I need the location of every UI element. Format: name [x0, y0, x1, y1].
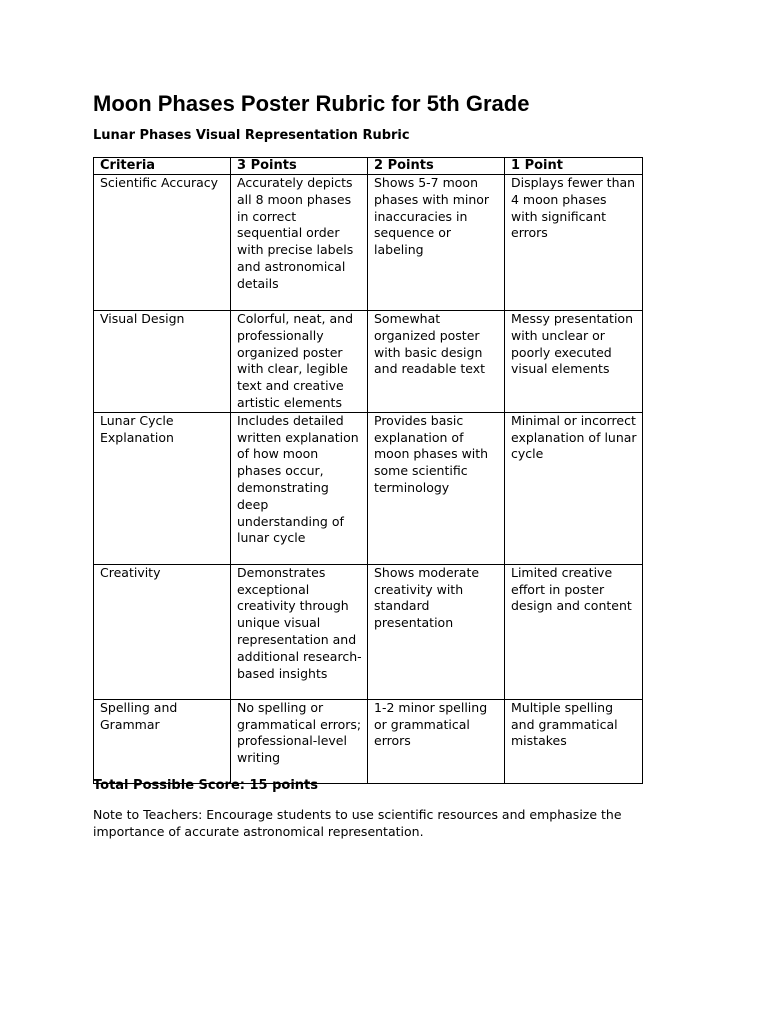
two-points-cell: Shows 5-7 moon phases with minor inaccuracies in sequence or labeling: [368, 175, 505, 311]
two-points-cell: Somewhat organized poster with basic design and readable text: [368, 311, 505, 413]
one-point-cell: Displays fewer than 4 moon phases with significant errors: [505, 175, 643, 311]
three-points-cell: Accurately depicts all 8 moon phases in correct sequential order with precise labels and astronomical details: [231, 175, 368, 311]
one-point-cell: Multiple spelling and grammatical mistakes: [505, 699, 643, 783]
table-row: [94, 311, 643, 413]
table-row: [94, 175, 643, 311]
criteria-cell: Creativity: [94, 564, 231, 699]
document-title: Moon Phases Poster Rubric for 5th Grade: [93, 91, 530, 116]
table-row: [94, 564, 643, 699]
criteria-cell: Spelling and Grammar: [94, 699, 231, 783]
one-point-cell: Messy presentation with unclear or poorly executed visual elements: [505, 311, 643, 413]
table-row: [94, 412, 643, 564]
three-points-cell: Includes detailed written explanation of how moon phases occur, demonstrating deep understanding of lunar cycle: [231, 412, 368, 564]
two-points-cell: Shows moderate creativity with standard presentation: [368, 564, 505, 699]
header-criteria: Criteria: [94, 158, 231, 175]
rubric-subtitle: Lunar Phases Visual Representation Rubric: [93, 128, 410, 143]
three-points-cell: Demonstrates exceptional creativity through unique visual representation and additional research-based insights: [231, 564, 368, 699]
three-points-cell: Colorful, neat, and professionally organized poster with clear, legible text and creative artistic elements: [231, 311, 368, 413]
header-3-points: 3 Points: [231, 158, 368, 175]
criteria-cell: Visual Design: [94, 311, 231, 413]
criteria-cell: Lunar Cycle Explanation: [94, 412, 231, 564]
criteria-cell: Scientific Accuracy: [94, 175, 231, 311]
header-2-points: 2 Points: [368, 158, 505, 175]
two-points-cell: 1-2 minor spelling or grammatical errors: [368, 699, 505, 783]
total-score: Total Possible Score: 15 points: [93, 778, 319, 793]
one-point-cell: Limited creative effort in poster design and content: [505, 564, 643, 699]
teacher-note: Note to Teachers: Encourage students to use scientific resources and emphasize the importance of accurate astronomical representation.: [93, 807, 622, 839]
header-1-point: 1 Point: [505, 158, 643, 175]
two-points-cell: Provides basic explanation of moon phases with some scientific terminology: [368, 412, 505, 564]
table-header-row: [94, 158, 643, 175]
one-point-cell: Minimal or incorrect explanation of lunar cycle: [505, 412, 643, 564]
table-row: [94, 699, 643, 783]
three-points-cell: No spelling or grammatical errors; professional-level writing: [231, 699, 368, 783]
rubric-table: [93, 157, 643, 784]
